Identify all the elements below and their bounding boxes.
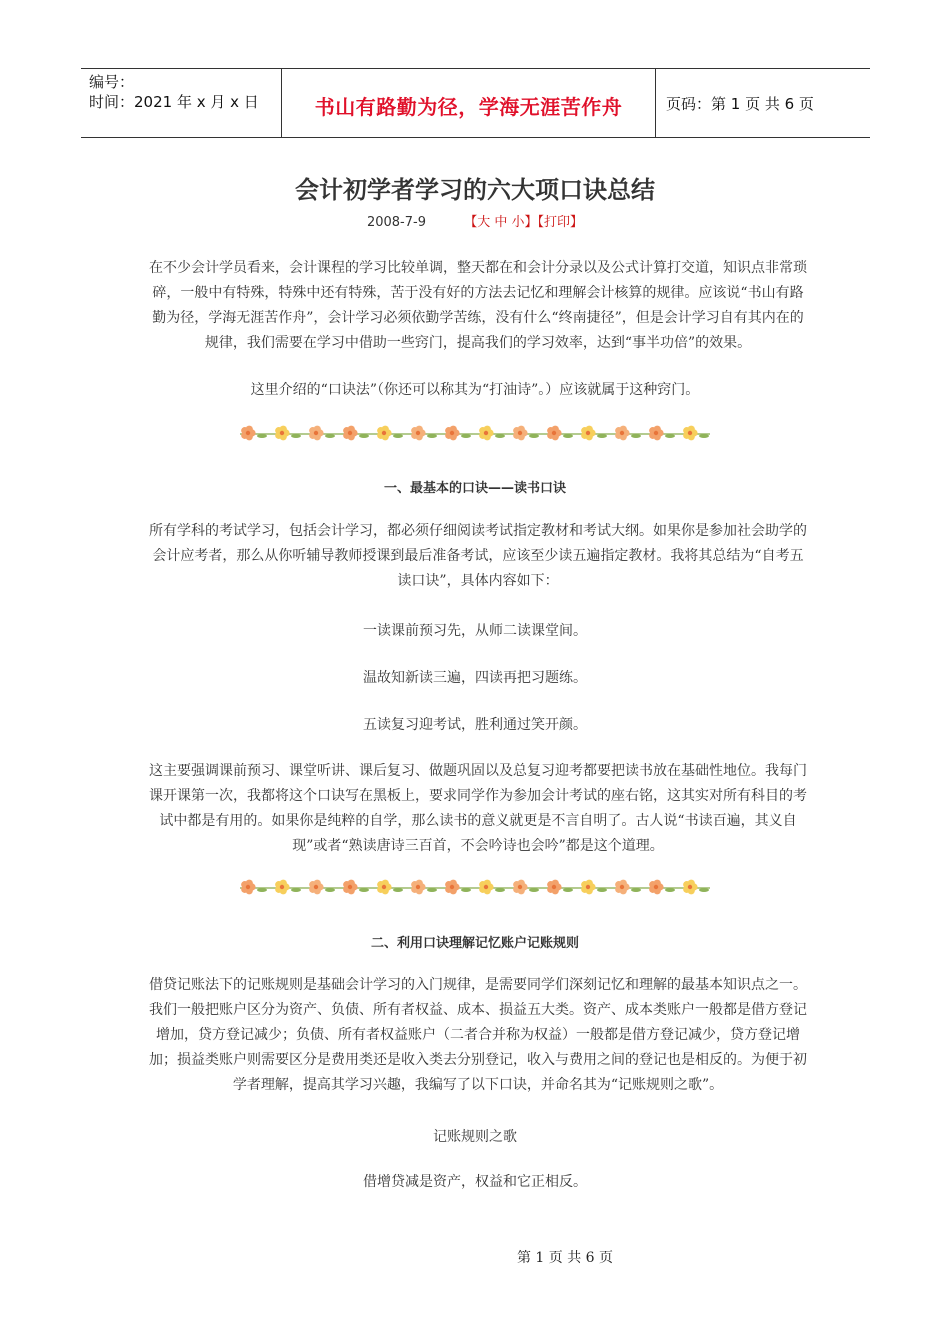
flower-divider-1 <box>236 422 714 444</box>
flower-icon <box>309 880 335 895</box>
section-1-heading: 一、最基本的口诀——读书口诀 <box>383 481 566 496</box>
flower-icon <box>411 880 437 895</box>
song-line-1: 借增贷减是资产，权益和它正相反。 <box>363 1174 587 1190</box>
document-header <box>81 68 870 138</box>
header-meta-cell <box>81 69 282 137</box>
article-meta <box>0 211 950 230</box>
verse-line-3: 五读复习迎考试，胜利通过笑开颜。 <box>363 717 587 733</box>
header-page-cell <box>656 69 870 137</box>
flower-icon <box>581 426 607 441</box>
intro-paragraph-2: 这里介绍的“口诀法”（你还可以称其为“打油诗”。）应该就属于这种窍门。 <box>250 382 700 398</box>
flower-icon <box>241 426 267 441</box>
flower-icon <box>513 426 539 441</box>
flower-icon <box>275 880 301 895</box>
flower-icon <box>513 880 539 895</box>
flower-icon <box>275 426 301 441</box>
flower-icon <box>649 426 675 441</box>
flower-icon <box>241 880 267 895</box>
flower-icon <box>343 880 369 895</box>
song-title: 记账规则之歌 <box>433 1129 517 1145</box>
flower-icon <box>547 880 573 895</box>
flower-icon <box>683 880 709 895</box>
flower-icon <box>445 426 471 441</box>
intro-paragraph: 在不少会计学员看来，会计课程的学习比较单调，整天都在和会计分录以及公式计算打交道，知识点非常琐碎，一般中有特殊，特殊中还有特殊，苦于没有好的方法去记忆和理解会计核算的规律。应该说“书山有路勤为径，学海无涯苦作舟”，会计学习必须依勤学苦练，没有什么“终南捷径”，但是会计学习自有其内在的规律，我们需要在学习中借助一些窍门，提高我们的学习效率，达到“事半功倍”的效果。 <box>149 260 807 351</box>
section-2-paragraph: 借贷记账法下的记账规则是基础会计学习的入门规律，是需要同学们深刻记忆和理解的最基本知识点之一。我们一般把账户区分为资产、负债、所有者权益、成本、损益五大类。资产、成本类账户一般都是借方登记增加，贷方登记减少；负债、所有者权益账户（二者合并称为权益）一般都是借方登记减少，贷方登记增加；损益类账户则需要区分是费用类还是收入类去分别登记，收入与费用之间的登记也是相反的。为便于初学者理解，提高其学习兴趣，我编写了以下口诀，并命名其为“记账规则之歌”。 <box>149 977 807 1093</box>
flower-icon <box>615 880 641 895</box>
flower-icon <box>445 880 471 895</box>
motto: 书山有路勤为径，学海无涯苦作舟 <box>314 95 623 119</box>
verse-line-1: 一读课前预习先，从师二读课堂间。 <box>363 623 587 639</box>
time-label: 时间：2021 年 x 月 x 日 <box>89 93 259 111</box>
article-date: 2008-7-9 <box>366 215 426 230</box>
flower-icon <box>479 426 505 441</box>
section-1-paragraph: 所有学科的考试学习，包括会计学习，都必须仔细阅读考试指定教材和考试大纲。如果你是参加社会助学的会计应考者，那么从你听辅导教师授课到最后准备考试，应该至少读五遍指定教材。我将其总结为“自考五读口诀”，具体内容如下： <box>149 523 807 589</box>
flower-icon <box>377 426 403 441</box>
flower-divider-2 <box>236 876 714 898</box>
flower-icon <box>309 426 335 441</box>
page-footer: 第 1 页 共 6 页 <box>516 1250 614 1266</box>
font-size-links[interactable]: 【大 中 小】 <box>464 215 538 230</box>
page-info: 页码：第 1 页 共 6 页 <box>666 95 814 113</box>
flower-icon <box>343 426 369 441</box>
section-2-heading: 二、利用口诀理解记忆账户记账规则 <box>370 936 579 951</box>
flower-icon <box>479 880 505 895</box>
flower-icon <box>547 426 573 441</box>
print-link[interactable]: 【打印】 <box>537 215 584 230</box>
article-title: 会计初学者学习的六大项口诀总结 <box>295 175 655 204</box>
verse-line-2: 温故知新读三遍，四读再把习题练。 <box>363 670 587 686</box>
flower-icon <box>649 880 675 895</box>
flower-icon <box>411 426 437 441</box>
header-motto-cell <box>282 69 656 137</box>
flower-icon <box>581 880 607 895</box>
number-label: 编号： <box>89 73 135 91</box>
section-1-paragraph-2: 这主要强调课前预习、课堂听讲、课后复习、做题巩固以及总复习迎考都要把读书放在基础性地位。我每门课开课第一次，我都将这个口诀写在黑板上，要求同学作为参加会计考试的座右铭，这其实对所有科目的考试中都是有用的。如果你是纯粹的自学，那么读书的意义就更是不言自明了。古人说“书读百遍，其义自现”或者“熟读唐诗三百首，不会吟诗也会吟”都是这个道理。 <box>149 763 807 854</box>
flower-icon <box>615 426 641 441</box>
flower-icon <box>683 426 709 441</box>
flower-icon <box>377 880 403 895</box>
